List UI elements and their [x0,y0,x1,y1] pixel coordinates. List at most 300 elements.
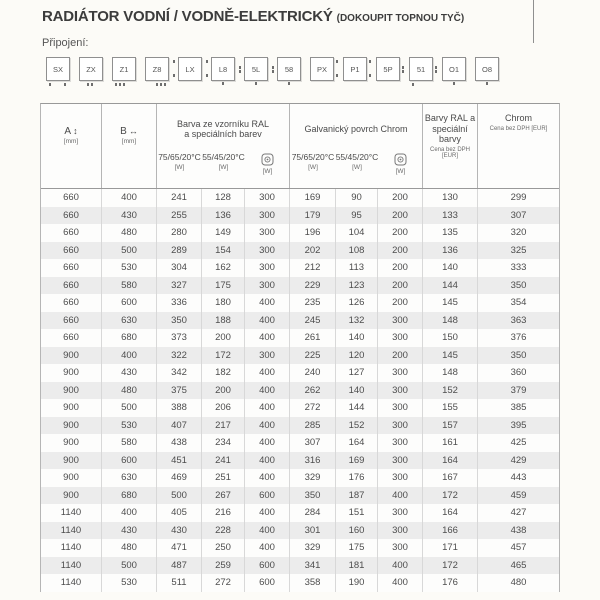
connection-point-mark [91,83,93,86]
cell-chrom-5545: 190 [335,574,377,592]
cell-chrom-5545: 140 [335,329,377,347]
cell-a: 660 [63,314,79,326]
connection-point-mark [156,83,158,86]
cell-ral-5545: 162 [201,259,244,277]
cell-a: 660 [63,192,79,204]
cell-b: 480 [101,382,156,400]
table-row [41,189,559,207]
subcol-ral-55: 55/45/20°C [W] [202,152,245,171]
cell-ral-electric: 400 [244,312,289,330]
cell-ral-electric: 400 [244,382,289,400]
header-col-a [41,104,101,188]
cell-b: 400 [101,189,156,207]
cell-price-chrom: 363 [477,312,559,330]
connection-code: 5P [383,64,393,74]
cell-chrom-electric: 200 [377,294,422,312]
cell-a: 660 [63,227,79,239]
cell-b: 480 [101,224,156,242]
cell-chrom-electric: 200 [377,277,422,295]
cell-ral-5545: 241 [201,452,244,470]
cell-price-ral: 130 [422,189,477,207]
cell-b: 630 [101,312,156,330]
connection-type-box-zx [79,57,103,81]
cell-a: 1140 [60,507,82,519]
cell-chrom-5545: 176 [335,469,377,487]
connections-label: Připojení: [42,37,89,49]
cell-chrom-electric: 300 [377,382,422,400]
subcol-chrom-75: 75/65/20°C [W] [291,152,335,171]
cell-chrom-7565: 341 [289,557,335,575]
cell-chrom-electric: 300 [377,329,422,347]
cell-chrom-5545: 144 [335,399,377,417]
cell-a: 660 [63,279,79,291]
cell-price-ral: 136 [422,242,477,260]
cell-ral-electric: 400 [244,399,289,417]
cell-price-chrom: 480 [477,574,559,592]
cell-chrom-7565: 169 [289,189,335,207]
cell-b: 600 [101,294,156,312]
cell-a: 900 [63,367,79,379]
cell-ral-5545: 180 [201,294,244,312]
cell-chrom-electric: 400 [377,487,422,505]
cell-price-chrom: 425 [477,434,559,452]
connection-point-mark [173,60,175,63]
cell-a: 900 [63,402,79,414]
cell-ral-electric: 400 [244,329,289,347]
cell-a: 1140 [60,559,82,571]
connection-point-mark [435,66,437,69]
table-row [41,347,559,365]
cell-price-chrom: 438 [477,522,559,540]
cell-chrom-electric: 300 [377,364,422,382]
cell-b: 580 [101,434,156,452]
table-row [41,277,559,295]
table-row [41,259,559,277]
table-row [41,417,559,435]
cell-price-chrom: 443 [477,469,559,487]
cell-chrom-electric: 300 [377,452,422,470]
cell-chrom-electric: 300 [377,504,422,522]
page-column-divider [533,0,534,43]
table-row [41,539,559,557]
cell-ral-5545: 250 [201,539,244,557]
price-chrom-title: Chrom [504,113,532,123]
cell-ral-7565: 405 [156,504,201,522]
cell-ral-5545: 251 [201,469,244,487]
cell-b: 430 [101,522,156,540]
cell-ral-electric: 400 [244,522,289,540]
cell-ral-7565: 241 [156,189,201,207]
cell-ral-5545: 259 [201,557,244,575]
connection-point-mark [272,66,274,69]
connection-point-mark [206,60,208,63]
cell-chrom-electric: 400 [377,574,422,592]
cell-a: 660 [63,297,79,309]
cell-ral-7565: 322 [156,347,201,365]
cell-b: 500 [101,242,156,260]
connection-row [46,57,499,81]
subcol-ral-electric: [W] [245,152,290,188]
connection-point-mark [272,70,274,73]
cell-ral-electric: 400 [244,364,289,382]
connection-point-mark [369,60,371,63]
cell-a: 660 [63,332,79,344]
cell-chrom-7565: 225 [289,347,335,365]
connection-point-mark [123,83,125,86]
cell-b: 480 [101,539,156,557]
table-row [41,224,559,242]
connection-point-mark [255,82,257,85]
cell-chrom-7565: 212 [289,259,335,277]
subcol-chrom-electric: [W] [378,152,423,188]
cell-price-ral: 164 [422,504,477,522]
cell-ral-7565: 255 [156,207,201,225]
header-col-b [101,104,156,188]
connection-type-box-5l [244,57,268,81]
cell-price-chrom: 465 [477,557,559,575]
col-a-label: A ↕ [64,125,78,137]
table-row [41,487,559,505]
cell-chrom-5545: 187 [335,487,377,505]
table-row [41,364,559,382]
cell-b: 530 [101,574,156,592]
cell-price-chrom: 307 [477,207,559,225]
subcol-ral-75: 75/65/20°C [W] [158,152,201,171]
cell-price-chrom: 429 [477,452,559,470]
cell-price-ral: 150 [422,329,477,347]
cell-chrom-5545: 104 [335,224,377,242]
cell-price-ral: 157 [422,417,477,435]
cell-chrom-5545: 95 [335,207,377,225]
cell-chrom-7565: 307 [289,434,335,452]
cell-price-chrom: 385 [477,399,559,417]
header-group-chrom [289,104,422,188]
cell-a: 900 [63,419,79,431]
cell-price-chrom: 320 [477,224,559,242]
cell-chrom-electric: 200 [377,347,422,365]
connection-point-mark [239,66,241,69]
connection-type-box-51 [409,57,433,81]
cell-ral-5545: 154 [201,242,244,260]
cell-chrom-electric: 200 [377,259,422,277]
cell-a: 1140 [60,542,82,554]
table-header [41,104,559,189]
connection-point-mark [49,83,51,86]
cell-chrom-electric: 300 [377,312,422,330]
col-b-label: B ↔ [120,125,138,137]
cell-price-ral: 176 [422,574,477,592]
cell-price-chrom: 459 [477,487,559,505]
cell-chrom-7565: 316 [289,452,335,470]
table-row [41,557,559,575]
cell-chrom-electric: 200 [377,189,422,207]
connection-point-mark [435,70,437,73]
cell-chrom-7565: 262 [289,382,335,400]
cell-b: 580 [101,277,156,295]
page-title [42,8,464,25]
cell-chrom-electric: 300 [377,417,422,435]
cell-a: 900 [63,454,79,466]
cell-ral-7565: 336 [156,294,201,312]
connection-point-mark [64,83,66,86]
connection-point-mark [486,82,488,85]
cell-chrom-5545: 140 [335,382,377,400]
cell-ral-5545: 200 [201,329,244,347]
cell-chrom-5545: 151 [335,504,377,522]
connection-type-box-z8 [145,57,169,81]
connection-code: ZX [86,64,96,74]
cell-chrom-5545: 164 [335,434,377,452]
cell-ral-5545: 172 [201,347,244,365]
cell-b: 430 [101,364,156,382]
connection-point-mark [173,74,175,77]
cell-b: 600 [101,452,156,470]
cell-price-ral: 166 [422,522,477,540]
cell-b: 500 [101,557,156,575]
group-chrom-subcolumns [290,152,422,188]
connection-point-mark [164,83,166,86]
cell-ral-7565: 469 [156,469,201,487]
cell-ral-electric: 400 [244,452,289,470]
connection-type-box-lx [178,57,202,81]
connection-type-box-o1 [442,57,466,81]
cell-price-chrom: 299 [477,189,559,207]
cell-price-ral: 135 [422,224,477,242]
cell-price-chrom: 350 [477,347,559,365]
cell-ral-electric: 300 [244,224,289,242]
connection-code: P1 [350,64,360,74]
cell-ral-5545: 217 [201,417,244,435]
cell-ral-7565: 451 [156,452,201,470]
cell-ral-7565: 289 [156,242,201,260]
connection-point-mark [369,74,371,77]
cell-chrom-7565: 284 [289,504,335,522]
connection-code: LX [185,64,195,74]
cell-ral-5545: 228 [201,522,244,540]
table-row [41,382,559,400]
cell-ral-5545: 188 [201,312,244,330]
cell-a: 660 [63,209,79,221]
cell-price-chrom: 427 [477,504,559,522]
connection-point-mark [206,74,208,77]
page-title-main: RADIÁTOR VODNÍ / VODNĚ-ELEKTRICKÝ [42,8,333,25]
cell-chrom-5545: 132 [335,312,377,330]
cell-chrom-5545: 169 [335,452,377,470]
cell-ral-electric: 300 [244,207,289,225]
table-body [41,189,559,592]
connection-point-mark [402,70,404,73]
cell-chrom-7565: 285 [289,417,335,435]
cell-a: 900 [63,437,79,449]
cell-a: 900 [63,472,79,484]
connection-point-mark [222,82,224,85]
cell-ral-electric: 600 [244,557,289,575]
horizontal-arrow-icon: ↔ [128,125,138,136]
cell-ral-7565: 375 [156,382,201,400]
cell-ral-electric: 600 [244,487,289,505]
cell-chrom-electric: 300 [377,522,422,540]
cell-ral-7565: 373 [156,329,201,347]
cell-ral-7565: 304 [156,259,201,277]
cell-a: 900 [63,384,79,396]
cell-chrom-electric: 400 [377,557,422,575]
group-ral-title: Barva ze vzorníku RAL a speciálních barev [176,118,270,139]
cell-chrom-5545: 90 [335,189,377,207]
cell-price-ral: 148 [422,312,477,330]
connection-type-box-px [310,57,334,81]
cell-ral-7565: 342 [156,364,201,382]
connection-type-box-l8 [211,57,235,81]
cell-price-ral: 152 [422,382,477,400]
cell-b: 400 [101,504,156,522]
price-ral-title: Barvy RAL a speciální barvy [424,113,476,144]
group-chrom-title: Galvanický povrch Chrom [304,123,408,134]
connection-code: 51 [416,64,426,74]
cell-chrom-5545: 127 [335,364,377,382]
cell-chrom-electric: 300 [377,539,422,557]
connection-code: Z8 [152,64,162,74]
cell-chrom-7565: 202 [289,242,335,260]
connection-code: PX [316,64,327,74]
header-group-ral [156,104,289,188]
connection-code: 5L [251,64,261,74]
header-price-ral [422,104,477,188]
connection-point-mark [453,82,455,85]
col-b-unit: [mm] [121,137,137,145]
connection-code: Z1 [119,64,129,74]
cell-a: 1140 [60,524,82,536]
cell-a: 900 [63,489,79,501]
cell-price-ral: 171 [422,539,477,557]
table-row [41,207,559,225]
cell-price-chrom: 395 [477,417,559,435]
table-row [41,399,559,417]
cell-chrom-7565: 235 [289,294,335,312]
cell-price-ral: 172 [422,487,477,505]
cell-chrom-electric: 300 [377,469,422,487]
cell-ral-electric: 400 [244,294,289,312]
cell-ral-electric: 400 [244,434,289,452]
cell-chrom-5545: 152 [335,417,377,435]
cell-ral-5545: 272 [201,574,244,592]
table-row [41,312,559,330]
col-a-unit: [mm] [63,137,79,145]
connection-point-mark [402,66,404,69]
subcol-chrom-55: 55/45/20°C [W] [335,152,379,171]
cell-chrom-5545: 160 [335,522,377,540]
cell-price-ral: 161 [422,434,477,452]
spec-table [40,103,560,592]
cell-chrom-electric: 300 [377,434,422,452]
cell-ral-5545: 234 [201,434,244,452]
cell-chrom-5545: 175 [335,539,377,557]
cell-price-chrom: 333 [477,259,559,277]
cell-b: 400 [101,347,156,365]
price-chrom-note: Cena bez DPH [EUR] [489,125,548,132]
cell-price-ral: 164 [422,452,477,470]
cell-price-ral: 145 [422,294,477,312]
cell-price-chrom: 379 [477,382,559,400]
cell-chrom-electric: 200 [377,207,422,225]
connection-point-mark [160,83,162,86]
table-row [41,434,559,452]
cell-chrom-5545: 113 [335,259,377,277]
cell-chrom-7565: 358 [289,574,335,592]
cell-ral-5545: 128 [201,189,244,207]
cell-price-ral: 140 [422,259,477,277]
cell-chrom-5545: 126 [335,294,377,312]
cell-b: 430 [101,207,156,225]
cell-ral-5545: 136 [201,207,244,225]
cell-price-ral: 155 [422,399,477,417]
connection-type-box-sx [46,57,70,81]
cell-price-ral: 145 [422,347,477,365]
table-row [41,294,559,312]
cell-price-chrom: 360 [477,364,559,382]
cell-chrom-5545: 108 [335,242,377,260]
cell-price-ral: 148 [422,364,477,382]
cell-b: 680 [101,329,156,347]
connection-code: SX [52,64,63,74]
connection-code: O8 [481,64,492,74]
connection-type-box-o8 [475,57,499,81]
cell-ral-5545: 182 [201,364,244,382]
cell-ral-7565: 438 [156,434,201,452]
cell-ral-5545: 175 [201,277,244,295]
cell-ral-electric: 400 [244,469,289,487]
cell-b: 530 [101,417,156,435]
cell-a: 900 [63,349,79,361]
cell-ral-electric: 400 [244,539,289,557]
cell-a: 660 [63,262,79,274]
cell-price-chrom: 376 [477,329,559,347]
cell-chrom-7565: 329 [289,539,335,557]
connection-code: L8 [218,64,228,74]
header-price-chrom [477,104,559,188]
vertical-arrow-icon: ↕ [73,125,78,136]
cell-ral-electric: 300 [244,277,289,295]
cell-chrom-7565: 301 [289,522,335,540]
connection-type-box-p1 [343,57,367,81]
cell-chrom-5545: 181 [335,557,377,575]
cell-b: 500 [101,399,156,417]
cell-chrom-7565: 229 [289,277,335,295]
cell-ral-electric: 600 [244,574,289,592]
cell-ral-7565: 327 [156,277,201,295]
cell-chrom-electric: 200 [377,224,422,242]
cell-a: 1140 [60,577,82,589]
table-row [41,469,559,487]
cell-ral-electric: 300 [244,347,289,365]
cell-chrom-7565: 179 [289,207,335,225]
cell-chrom-7565: 240 [289,364,335,382]
electric-heating-icon [261,153,274,166]
cell-ral-7565: 388 [156,399,201,417]
cell-ral-5545: 200 [201,382,244,400]
cell-price-chrom: 325 [477,242,559,260]
cell-ral-electric: 300 [244,242,289,260]
cell-ral-5545: 206 [201,399,244,417]
cell-chrom-7565: 196 [289,224,335,242]
cell-ral-electric: 300 [244,189,289,207]
cell-b: 680 [101,487,156,505]
table-row [41,452,559,470]
cell-price-ral: 172 [422,557,477,575]
cell-chrom-5545: 120 [335,347,377,365]
cell-ral-electric: 400 [244,504,289,522]
connection-point-mark [288,82,290,85]
connection-type-box-z1 [112,57,136,81]
